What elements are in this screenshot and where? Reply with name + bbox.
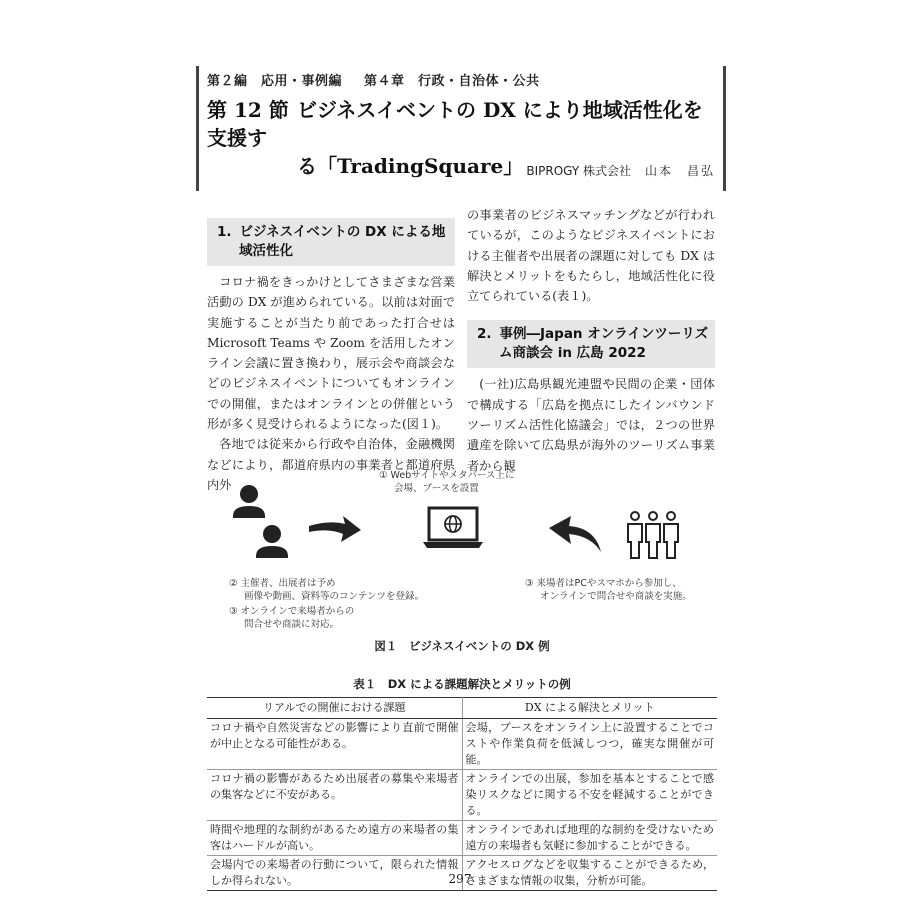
figure-1 xyxy=(207,460,717,660)
author-company: BIPROGY 株式会社 xyxy=(526,164,631,178)
column-header: リアルでの開催における課題 xyxy=(207,698,462,719)
table-cell: コロナ禍の影響があるため出展者の募集や来場者の集客などに不安がある。 xyxy=(207,770,462,821)
table-cell: コロナ禍や自然災害などの影響により直前で開催が中止となる可能性がある。 xyxy=(207,719,462,770)
table-row xyxy=(207,770,717,821)
heading-section-2 xyxy=(467,320,715,368)
body-paragraph: の事業者のビジネスマッチングなどが行われているが，このようなビジネスイベントにおける主催者や出展者の課題に対しても DX は解決とメリットをもたらし，地域活性化に役立てられている(表１)。 xyxy=(467,208,715,304)
chapter-breadcrumb xyxy=(207,70,562,89)
figure-note-top: ① Webサイトやメタバース上に 会場、ブースを設置 xyxy=(379,470,515,494)
figure-note-right: ③ 来場者はPCやスマホから参加し、 オンラインで問合せや商談を実施。 xyxy=(525,578,692,602)
figure-caption: 図１ ビジネスイベントの DX 例 xyxy=(374,639,550,653)
heading-line2: 域活性化 xyxy=(239,243,293,259)
dx-table xyxy=(207,697,717,891)
part-label: 第２編 応用・事例編 xyxy=(207,74,343,89)
table-row xyxy=(207,719,717,770)
table-cell: アクセスログなどを収集することができるため，さまざまな情報の収集，分析が可能。 xyxy=(462,856,717,891)
chapter-label: 第４章 行政・自治体・公共 xyxy=(364,74,540,89)
right-column xyxy=(467,205,715,476)
table-cell: オンラインでの出展，参加を基本とすることで感染リスクなどに関する不安を軽減することができる。 xyxy=(462,770,717,821)
table-row xyxy=(207,821,717,856)
figure-note-left-1: ② 主催者、出展者は予め 画像や動画、資料等のコンテンツを登録。 xyxy=(229,578,425,602)
table-caption: 表１ DX による課題解決とメリットの例 xyxy=(353,677,571,691)
section-title-line2: る「TradingSquare」 xyxy=(297,154,524,178)
body-paragraph: コロナ禍をきっかけとしてさまざまな営業活動の DX が進められている。以前は対面で実施することが当たり前であった打合せは Microsoft Teams や Zoom を活用したオンライン会議に置き換わり，展示会や商談会などのビジネスイベントについてもオンラインでの開催，またはオンラインとの併催という形が多く見受けられるようになった(図１)。 xyxy=(207,275,455,432)
section-number: 第 12 節 xyxy=(207,98,289,122)
heading-line1: ビジネスイベントの DX による地 xyxy=(239,224,446,240)
body-paragraph: (一社)広島県観光連盟や民間の企業・団体で構成する「広島を拠点にしたインバウンドツーリズム活性化協議会」では，２つの世界遺産を除いて広島県が海外のツーリズム事業者から観 xyxy=(467,377,715,473)
page-number: 297 xyxy=(448,872,472,886)
arrow-right-icon xyxy=(307,512,363,546)
heading-section-1 xyxy=(207,218,455,266)
heading-number: 1. xyxy=(217,224,232,240)
heading-line1: 事例―Japan オンラインツーリズ xyxy=(499,326,709,343)
table-cell: 会場，ブースをオンライン上に設置することでコストや作業負荷を低減しつつ，確実な開催が可能。 xyxy=(462,719,717,770)
table-cell: オンラインであれば地理的な制約を受けないため遠方の来場者も気軽に参加することができる。 xyxy=(462,821,717,856)
visitors-icon xyxy=(625,510,681,562)
laptop-globe-icon xyxy=(421,506,485,550)
heading-number: 2. xyxy=(477,326,492,343)
arrow-left-icon xyxy=(547,512,603,552)
person-icon xyxy=(227,482,297,564)
column-header: DX による解決とメリット xyxy=(462,698,717,719)
heading-line2: ム商談会 in 広島 2022 xyxy=(499,345,646,362)
body-paragraph: 各地では従来から行政や自治体，金融機関などにより，都道府県内の事業者と都道府県内外 xyxy=(207,437,455,492)
author-name: 山本 昌弘 xyxy=(644,164,715,178)
left-column xyxy=(207,218,455,495)
author-line xyxy=(526,162,715,179)
figure-note-left-2: ③ オンラインで来場者からの 問合せや商談に対応。 xyxy=(229,606,355,630)
section-title-line1: ビジネスイベントの DX により地域活性化を支援す xyxy=(207,98,703,150)
table-cell: 会場内での来場者の行動について，限られた情報しか得られない。 xyxy=(207,856,462,891)
table-header-row xyxy=(207,698,717,719)
table-cell: 時間や地理的な制約があるため遠方の来場者の集客はハードルが高い。 xyxy=(207,821,462,856)
